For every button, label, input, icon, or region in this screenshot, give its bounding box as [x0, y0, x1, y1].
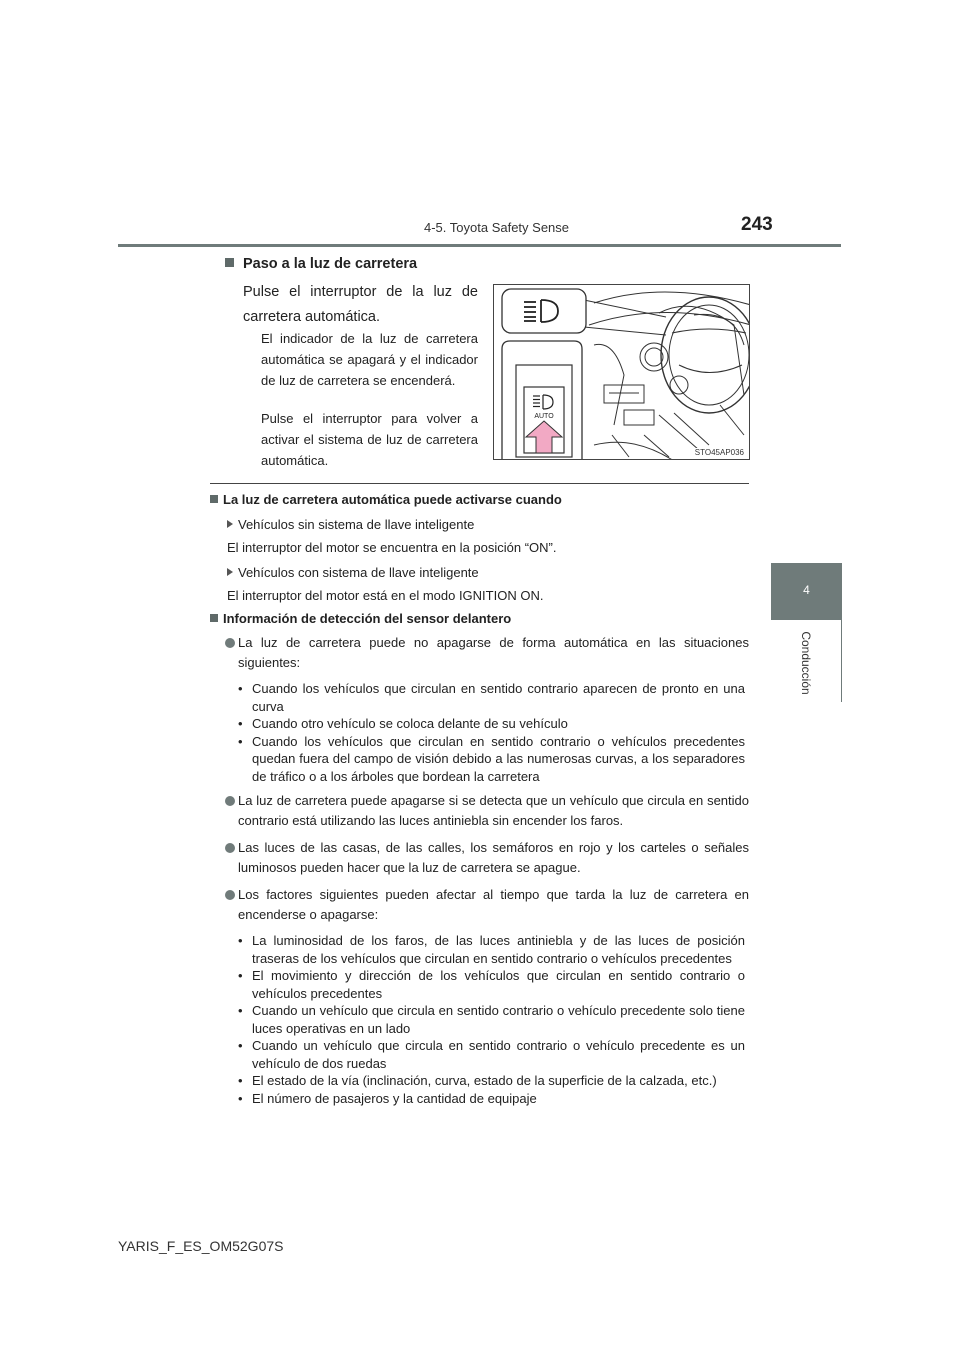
section-heading-text: Paso a la luz de carretera [243, 256, 418, 272]
sensor-p4-list [238, 932, 749, 1107]
list-item: • Cuando los vehículos que circulan en sentido contrario o vehículos precedentes quedan fuera del campo de visión debido a las numerosas curvas, a los separadores de tráfico o a los árboles que bordean la carretera [238, 733, 745, 786]
variant-item-1-text: El interruptor del motor se encuentra en la posición “ON”. [227, 540, 557, 555]
variant-item-1 [210, 516, 749, 533]
sensor-paragraph-4-text: Los factores siguientes pueden afectar al tiempo que tarda la luz de carretera en encenderse o apagarse: [238, 887, 749, 922]
variant-item-1-label: Vehículos sin sistema de llave inteligente [238, 517, 475, 532]
circle-bullet-icon [225, 796, 235, 806]
running-header-section: 4-5. Toyota Safety Sense [424, 220, 570, 235]
list-item: • El movimiento y dirección de los vehículos que circulan en sentido contrario o vehículos precedentes [238, 967, 745, 1002]
section-divider [210, 483, 749, 484]
chapter-number: 4 [803, 583, 810, 597]
note-text-2: Pulse el interruptor para volver a activar el sistema de luz de carretera automática. [261, 411, 478, 468]
triangle-arrow-icon [227, 520, 233, 528]
dashboard-line-drawing [494, 285, 750, 460]
activation-heading-text: La luz de carretera automática puede activarse cuando [223, 492, 562, 507]
notes-body [210, 491, 749, 1113]
list-item: • La luminosidad de los faros, de las luces antiniebla y de las luces de posición traseras de los vehículos que circulan en sentido contrario o vehículos precedentes [238, 932, 745, 967]
sensor-paragraph-4 [210, 885, 749, 924]
sensor-heading-text: Información de detección del sensor delantero [223, 611, 512, 626]
square-bullet-icon [210, 495, 218, 503]
sensor-paragraph-1-text: La luz de carretera puede no apagarse de forma automática en las situaciones siguientes: [238, 635, 749, 670]
header-rule [118, 244, 841, 247]
variant-item-2-label: Vehículos con sistema de llave inteligente [238, 565, 479, 580]
sensor-paragraph-3 [210, 838, 749, 877]
square-bullet-icon [225, 258, 234, 267]
sensor-paragraph-3-text: Las luces de las casas, de las calles, los semáforos en rojo y los carteles o señales luminosos pueden hacer que la luz de carretera se apague. [238, 840, 749, 875]
activation-heading [210, 491, 749, 508]
sensor-paragraph-2-text: La luz de carretera puede apagarse si se detecta que un vehículo que circula en sentido contrario está utilizando las luces antiniebla sin encender los faros. [238, 793, 749, 828]
list-item: • Cuando los vehículos que circulan en sentido contrario aparecen de pronto en una curva [238, 680, 745, 715]
list-item: • Cuando un vehículo que circula en sentido contrario o vehículo precedente solo tiene luces operativas en un lado [238, 1002, 745, 1037]
illustration-code: STO45AP036 [694, 448, 744, 457]
circle-bullet-icon [225, 638, 235, 648]
dashboard-illustration [493, 284, 750, 460]
list-item: • El número de pasajeros y la cantidad de equipaje [238, 1090, 745, 1108]
auto-switch-label: AUTO [534, 413, 554, 420]
instruction-text: Pulse el interruptor de la luz de carretera automática. [243, 284, 478, 325]
document-code: YARIS_F_ES_OM52G07S [118, 1238, 284, 1254]
section-heading [225, 256, 417, 272]
square-bullet-icon [210, 614, 218, 622]
page-number: 243 [741, 214, 773, 235]
variant-item-2-text: El interruptor del motor está en el modo IGNITION ON. [227, 588, 544, 603]
circle-bullet-icon [225, 890, 235, 900]
variant-item-2 [210, 564, 749, 581]
chapter-label: Conducción [799, 631, 813, 695]
triangle-arrow-icon [227, 568, 233, 576]
circle-bullet-icon [225, 843, 235, 853]
list-item: • Cuando otro vehículo se coloca delante de su vehículo [238, 715, 745, 733]
sensor-paragraph-2 [210, 791, 749, 830]
note-text-1: El indicador de la luz de carretera automática se apagará y el indicador de luz de carretera se encenderá. [261, 331, 478, 388]
sensor-heading [210, 610, 749, 627]
chapter-tab[interactable] [771, 563, 842, 620]
sensor-p1-list [238, 680, 749, 785]
chapter-tab-rule [841, 620, 842, 702]
list-item: • El estado de la vía (inclinación, curva, estado de la superficie de la calzada, etc.) [238, 1072, 745, 1090]
list-item: • Cuando un vehículo que circula en sentido contrario o vehículo precedente es un vehículo de dos ruedas [238, 1037, 745, 1072]
sensor-paragraph-1 [210, 633, 749, 672]
